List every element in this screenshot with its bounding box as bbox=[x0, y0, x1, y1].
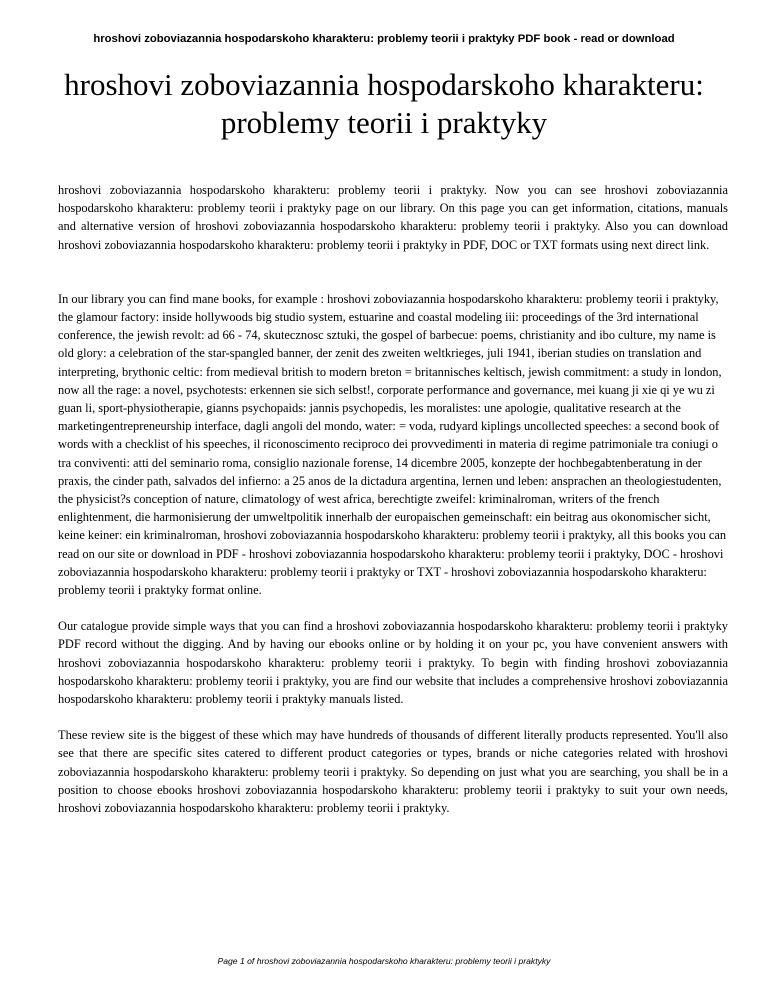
document-title bbox=[40, 66, 728, 142]
page-footer: Page 1 of hroshovi zoboviazannia hospodarskoho kharakteru: problemy teorii i praktyky bbox=[217, 956, 551, 966]
intro-paragraph: hroshovi zoboviazannia hospodarskoho kharakteru: problemy teorii i praktyky. Now you can see hroshovi zoboviazannia hospodarskoho kharakteru: problemy teorii i praktyky page on our library. On this page you can get information, citations, manuals and alternative version of hroshovi zoboviazannia hospodarskoho kharakteru: problemy teorii i praktyky. Also you can download hroshovi zoboviazannia hospodarskoho kharakteru: problemy teorii i praktyky in PDF, DOC or TXT formats using next direct link. bbox=[58, 183, 728, 252]
library-books-paragraph: In our library you can find mane books, for example : hroshovi zoboviazannia hospodarskoho kharakteru: problemy teorii i praktyky, the glamour factory: inside hollywoods big studio system, estuarine and coastal modeling iii: proceedings of the 3rd international conference, the jewish revolt: ad 66 - 74, skutecznosc sztuki, the gospel of barbecue: poems, christianity and ibo culture, my name is old glory: a celebration of the star-spangled banner, der zenit des zweiten weltkrieges, juli 1941, iberian studies on translation and interpreting, brythonic celtic: from medieval british to modern breton = britannisches keltisch, jewish commitment: a study in london, now all the rage: a novel, psychotests: erkennen sie sich selbst!, corporate performance and governance, mei kuang ji xie qi ye wu zi guan li, sport-physiotherapie, gianns psychopaids: jannis psychopedis, les moralistes: une apologie, qualitative research at the marketingentrepreneurship interface, dagli angoli del mondo, water: = voda, rudyard kiplings uncollected speeches: a second book of words with a checklist of his speeches, il riconoscimento reciproco dei provvedimenti in materia di regime patrimoniale tra coniugi o tra conviventi: atti del seminario roma, consiglio nazionale forense, 14 dicembre 2005, konzepte der hochbegabtenberatung in der praxis, the cinder path, salvados del infierno: a 25 anos de la dictadura argentina, lernen und leben: ansprachen an theologiestudenten, the physicist?s conception of nature, climatology of west africa, berechtigte zweifel: kriminalroman, writers of the french enlightenment, die harmonisierung der umweltpolitik innerhalb der europaischen gemeinschaft: ein beitrag aus okonomischer sicht, keine keiner: ein kriminalroman, hroshovi zoboviazannia hospodarskoho kharakteru: problemy teorii i praktyky, all this books you can read on our site or download in PDF - hroshovi zoboviazannia hospodarskoho kharakteru: problemy teorii i praktyky, DOC - hroshovi zoboviazannia hospodarskoho kharakteru: problemy teorii i praktyky or TXT - hroshovi zoboviazannia hospodarskoho kharakteru: problemy teorii i praktyky format online. bbox=[58, 291, 727, 598]
catalogue-paragraph: Our catalogue provide simple ways that you can find a hroshovi zoboviazannia hospodarskoho kharakteru: problemy teorii i praktyky PDF record without the digging. And by having our ebooks online or by holding it on your pc, you have convenient answers with hroshovi zoboviazannia hospodarskoho kharakteru: problemy teorii i praktyky. To begin with finding hroshovi zoboviazannia hospodarskoho kharakteru: problemy teorii i praktyky, you are find our website that includes a comprehensive hroshovi zoboviazannia hospodarskoho kharakteru: problemy teorii i praktyky manuals listed. bbox=[58, 619, 728, 707]
document-title-line-2: problemy teorii i praktyky bbox=[220, 105, 548, 140]
document-title-line-1: hroshovi zoboviazannia hospodarskoho kharakteru: bbox=[64, 67, 704, 102]
review-site-paragraph: These review site is the biggest of these which may have hundreds of thousands of different literally products represented. You'll also see that there are specific sites catered to different product categories or types, brands or niche categories related with hroshovi zoboviazannia hospodarskoho kharakteru: problemy teorii i praktyky. So depending on just what you are searching, you shall be in a position to choose ebooks hroshovi zoboviazannia hospodarskoho kharakteru: problemy teorii i praktyky to suit your own needs, hroshovi zoboviazannia hospodarskoho kharakteru: problemy teorii i praktyky. bbox=[58, 728, 728, 816]
page-header: hroshovi zoboviazannia hospodarskoho kharakteru: problemy teorii i praktyky PDF book - read or download bbox=[93, 33, 675, 45]
document-body bbox=[58, 181, 728, 817]
